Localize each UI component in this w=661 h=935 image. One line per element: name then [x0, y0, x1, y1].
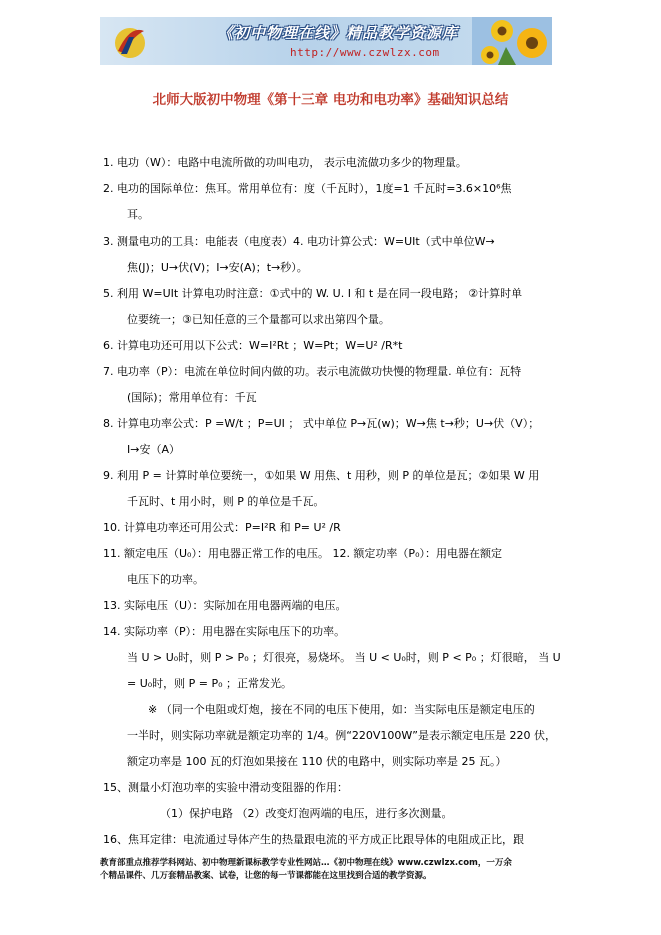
- text-line: 3. 测量电功的工具：电能表（电度表）4. 电功计算公式：W=UIt（式中单位W→: [103, 235, 495, 248]
- text-line: 位要统一；③已知任意的三个量都可以求出第四个量。: [127, 313, 390, 326]
- text-line: 7. 电功率（P）：电流在单位时间内做的功。表示电流做功快慢的物理量. 单位有：瓦特: [103, 365, 522, 378]
- text-line: 焦(J)；U→伏(V)；I→安(A)；t→秒）。: [127, 261, 308, 274]
- text-line: ※ （同一个电阻或灯炮，接在不同的电压下使用，如：当实际电压是额定电压的: [148, 703, 535, 716]
- sunflower-image: [472, 17, 552, 65]
- text-line: 8. 计算电功率公式：P =W/t ；P=UI ； 式中单位 P→瓦(w)；W→焦 t→秒；U→伏（V）；: [103, 417, 540, 430]
- text-line: 一半时，则实际功率就是额定功率的 1/4。例“220V100W”是表示额定电压是 220 伏，: [127, 729, 556, 742]
- text-line: 耳。: [127, 208, 149, 221]
- text-line: 2. 电功的国际单位：焦耳。常用单位有：度（千瓦时），1度=1 千瓦时=3.6×10⁶焦: [103, 182, 512, 195]
- text-line: = U₀时，则 P = P₀ ；正常发光。: [127, 677, 293, 690]
- text-line: 额定功率是 100 瓦的灯泡如果接在 110 伏的电路中，则实际功率是 25 瓦。）: [127, 755, 507, 768]
- page-footer: [100, 857, 570, 883]
- text-line: 当 U > U₀时，则 P > P₀ ；灯很亮，易烧坏。 当 U < U₀时，则 P < P₀ ；灯很暗， 当 U: [127, 651, 561, 664]
- header-banner: [100, 17, 552, 65]
- text-line: 11. 额定电压（U₀）：用电器正常工作的电压。 12. 额定功率（P₀）：用电器在额定: [103, 547, 502, 560]
- text-line: 15、测量小灯泡功率的实验中滑动变阻器的作用：: [103, 781, 348, 794]
- site-logo: [110, 21, 150, 61]
- footer-line-1: 教育部重点推荐学科网站、初中物理新课标教学专业性网站…《初中物理在线》www.czwlzx.com，一万余: [100, 858, 512, 868]
- text-line: 千瓦时、t 用小时，则 P 的单位是千瓦。: [127, 495, 325, 508]
- text-line: 5. 利用 W=UIt 计算电功时注意：①式中的 W. U. I 和 t 是在同一段电路； ②计算时单: [103, 287, 523, 300]
- text-line: 1. 电功（W）：电路中电流所做的功叫电功， 表示电流做功多少的物理量。: [103, 156, 467, 169]
- text-line: 9. 利用 P = 计算时单位要统一，①如果 W 用焦、t 用秒，则 P 的单位是瓦；②如果 W 用: [103, 469, 540, 482]
- banner-title: 《初中物理在线》精品教学资源库: [218, 24, 459, 42]
- text-line: (国际)；常用单位有：千瓦: [127, 391, 257, 404]
- text-line: 6. 计算电功还可用以下公式：W=I²Rt ；W=Pt；W=U² /R*t: [103, 339, 403, 352]
- footer-line-2: 个精品课件、几万套精品教案、试卷，让您的每一节课都能在这里找到合适的教学资源。: [100, 871, 432, 881]
- document-title: 北师大版初中物理《第十三章 电功和电功率》基础知识总结: [152, 92, 509, 108]
- text-line: 电压下的功率。: [127, 573, 204, 586]
- banner-url[interactable]: http://www.czwlzx.com: [290, 46, 440, 59]
- text-line: 13. 实际电压（U）：实际加在用电器两端的电压。: [103, 599, 347, 612]
- text-line: 10. 计算电功率还可用公式：P=I²R 和 P= U² /R: [103, 521, 341, 534]
- text-line: I→安（A）: [127, 443, 180, 456]
- text-line: （1）保护电路 （2）改变灯泡两端的电压，进行多次测量。: [160, 807, 453, 820]
- text-line: 14. 实际功率（P）：用电器在实际电压下的功率。: [103, 625, 346, 638]
- text-line: 16、焦耳定律：电流通过导体产生的热量跟电流的平方成正比跟导体的电阻成正比，跟: [103, 833, 524, 846]
